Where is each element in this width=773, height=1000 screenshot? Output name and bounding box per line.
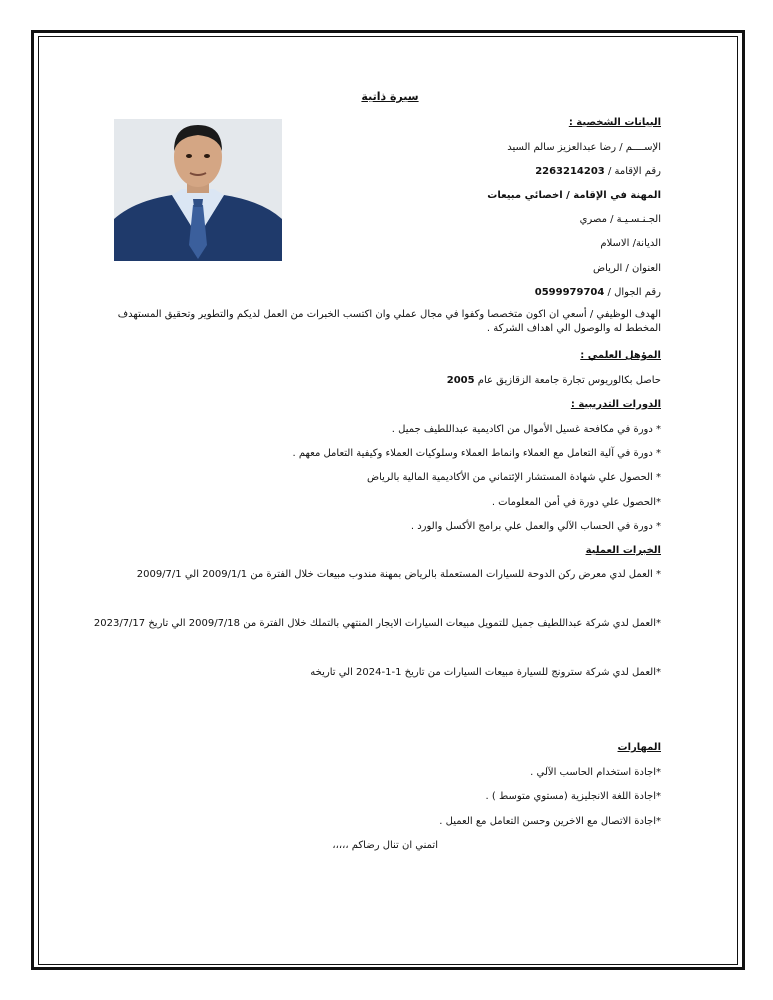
personal-heading: البيانات الشخصية : (568, 117, 661, 128)
courses-heading: الدورات التدريبية : (570, 399, 661, 410)
experience-item: * العمل لدي معرض ركن الدوحة للسيارات المستعملة بالرياض بمهنة مندوب مبيعات خلال الفترة من 2009/1/1 الي 2009/7/1 (136, 569, 661, 580)
mobile-row (535, 286, 661, 299)
skill-item: *اجادة الاتصال مع الاخرين وحسن التعامل مع العميل . (439, 816, 661, 827)
iqama-label: رقم الإقامة / (607, 166, 661, 177)
career-objective: الهدف الوظيفي / أسعي ان اكون متخصصا وكفوا في مجال عملي وان اكتسب الخبرات من العمل لديكم والتطوير وتحقيق المستهدف المخطط له والوصول الي اهداف الشركة . (117, 309, 661, 334)
mobile-number: 0599979704 (534, 287, 605, 298)
experience-heading: الخبرات العملية (585, 545, 661, 556)
course-item: * الحصول علي شهادة المستشار الإئتماني من الأكاديمية المالية بالرياض (367, 472, 661, 483)
skill-item: *اجادة اللغة الانجليزية (مستوي متوسط ) . (485, 791, 661, 802)
course-item: * دورة في مكافحة غسيل الأموال من اكاديمية عبداللطيف جميل . (391, 424, 661, 435)
nationality-field: الجـنـسـيـة / مصري (579, 214, 661, 225)
education-text: حاصل بكالوريوس تجارة جامعة الزقازيق عام (477, 375, 661, 386)
course-item: * دورة في آلية التعامل مع العملاء وانماط العملاء وسلوكيات العملاء وكيفية التعامل معهم . (292, 448, 661, 459)
iqama-number: 2263214203 (535, 166, 605, 177)
closing-remark: اتمني ان تنال رضاكم ،،،،، (332, 840, 438, 851)
skills-heading: المهارات (617, 742, 661, 753)
mobile-label: رقم الجوال / (607, 287, 661, 298)
course-item: * دورة في الحساب الآلي والعمل علي برامج الأكسل والورد . (410, 521, 661, 532)
address-field: العنوان / الرياض (593, 263, 661, 274)
document-title: سيرة ذاتية (361, 90, 419, 103)
name-field: الإســــم / رضا عبدالعزيز سالم السيد (507, 142, 661, 153)
education-row (447, 374, 661, 387)
iqama-row (535, 165, 661, 178)
religion-field: الديانة/ الاسلام (600, 238, 661, 249)
course-item: *الحصول علي دورة في أمن المعلومات . (491, 497, 661, 508)
profession-field: المهنة في الإقامة / اخصائي مبيعات (487, 190, 661, 201)
experience-item: *العمل لدي شركة عبداللطيف جميل للتمويل مبيعات السيارات الايجار المنتهي بالتملك خلال الفترة من 2009/7/18 الي تاريخ 2023/7/17 (93, 618, 661, 629)
skill-item: *اجادة استخدام الحاسب الآلي . (530, 767, 661, 778)
profile-photo (114, 119, 282, 261)
education-year: 2005 (446, 375, 475, 386)
experience-item: *العمل لدي شركة سترونج للسيارة مبيعات السيارات من تاريخ 1-1-2024 الي تاريخه (310, 667, 661, 678)
education-heading: المؤهل العلمي : (580, 350, 661, 361)
